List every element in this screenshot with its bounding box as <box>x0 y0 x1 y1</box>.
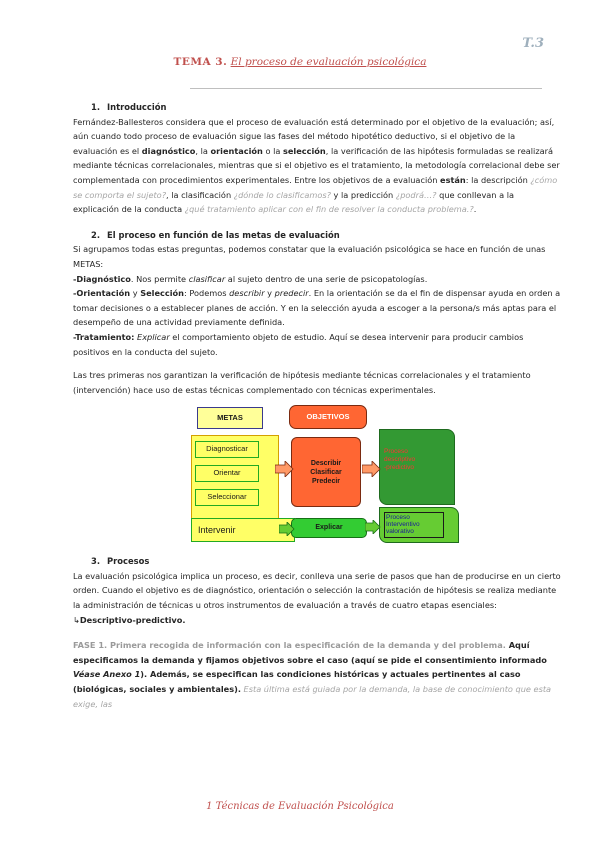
title-number: TEMA 3. <box>173 56 228 68</box>
italic-term: predecir <box>274 288 309 299</box>
section-3-number: 3. <box>91 556 101 567</box>
diagram-proceso-descriptivo <box>379 429 455 505</box>
arrow-right-icon <box>365 520 381 534</box>
goal-label: -Diagnóstico <box>73 273 131 284</box>
text-run: Fernández-Ballesteros considera que el proceso de evaluación está determinado por el objetivo de la evaluación; así, aún cuando todo proceso de evaluación sigue las fases del método hipotético deductivo, si el objetivo de la evaluación es el <box>73 116 555 156</box>
bold-term: Aquí especificamos la demanda y fijamos objetivos sobre el caso (aquí se pide el consentimiento informado <box>73 640 547 665</box>
section-2-title: El proceso en función de las metas de evaluación <box>107 229 340 240</box>
stage-descriptivo-predictivo <box>73 613 561 628</box>
bold-term: orientación <box>210 145 263 156</box>
text-run: . <box>473 204 477 215</box>
section-1-title: Introducción <box>107 102 167 112</box>
section-2-conclusion: Las tres primeras nos garantizan la verificación de hipótesis mediante técnicas correlacionales y el tratamiento (intervención) hace uso de estas técnicas complementado con técnicas experimentales. <box>73 370 531 395</box>
page-footer: 1 Técnicas de Evaluación Psicológica <box>206 801 394 812</box>
title-text: El proceso de evaluación psicológica <box>230 56 427 68</box>
page-title <box>0 56 600 68</box>
section-3-paragraph: La evaluación psicológica implica un proceso, es decir, conlleva una serie de pasos que han de producirse en un cierto orden. Cuando el objetivo es de diagnóstico, orientación o selección la contrastación de hipótesis se realiza mediante la administración de técnicas u otros instrumentos de evaluación a través de cuatro etapas esenciales: <box>73 570 561 611</box>
topic-tag: T.3 <box>522 36 544 51</box>
goal-label: -Tratamiento: <box>73 331 135 342</box>
goal-label: -Orientación <box>73 288 131 299</box>
fase-1-paragraph <box>73 638 561 711</box>
diagram-text: Proceso <box>386 514 410 522</box>
bold-term: ). Además, se especifican las condiciones históricas y actuales pertinentes al caso (biológicas, sociales y ambientales). <box>73 669 521 695</box>
section-3-title: Procesos <box>107 556 150 567</box>
goal-tratamiento <box>73 330 561 359</box>
document-body <box>73 100 561 711</box>
diagram-describir-clasificar-predecir <box>291 437 361 507</box>
diagram-clasificar: Clasificar <box>310 468 342 476</box>
italic-term: Explicar <box>137 331 170 342</box>
text-run: Esta última está guiada por la demanda, la base de conocimiento que esta exige, las <box>73 684 552 709</box>
section-3-heading <box>91 554 561 569</box>
title-divider <box>190 88 542 89</box>
diagram-explicar: Explicar <box>291 518 367 538</box>
italic-term: clasificar <box>188 273 226 284</box>
bold-term: están <box>440 174 466 185</box>
question-text: ¿cómo se comporta el sujeto? <box>73 174 558 200</box>
goals-diagram <box>179 403 470 543</box>
diagram-text: Interventivo <box>386 521 420 529</box>
diagram-intervenir: Intervenir <box>191 518 295 542</box>
diagram-seleccionar: Seleccionar <box>195 489 259 506</box>
section-1-number: 1. <box>91 102 101 112</box>
section-2-number: 2. <box>91 229 101 240</box>
question-text: ¿dónde lo clasificamos? <box>233 189 331 200</box>
diagram-text: -predictivo <box>384 464 414 472</box>
diagram-metas-box: METAS <box>197 407 263 429</box>
arrow-right-icon <box>275 461 295 477</box>
text-run: , la <box>195 145 211 156</box>
text-run: , la clasificación <box>166 189 234 200</box>
goal-label: Selección <box>140 288 184 299</box>
diagram-proceso-interventivo <box>379 507 459 543</box>
text-run: y <box>264 288 275 299</box>
diagram-predecir: Predecir <box>311 477 341 485</box>
text-run: . Nos permite <box>130 273 189 284</box>
diagram-text: valorativo <box>386 528 414 536</box>
text-run: , la verificación de las hipótesis formuladas se realizará mediante técnicas correlacionales, mientras que si el objetivo es el tratamiento, la metodología correlacional debe ser complementada con procedimientos experimentales. Entre los objetivos de a evaluación <box>73 145 560 185</box>
bold-term: Descriptivo-predictivo. <box>79 614 186 625</box>
diagram-objetivos-box: OBJETIVOS <box>289 405 367 429</box>
text-run: o la <box>262 145 283 156</box>
question-text: ¿qué tratamiento aplicar con el fin de resolver la conducta problema.? <box>184 204 474 215</box>
text-run: el comportamiento objeto de estudio. Aquí se desea intervenir para producir cambios positivos en la conducta del sujeto. <box>73 331 524 357</box>
section-2-heading <box>91 228 561 243</box>
diagram-describir: Describir <box>310 459 342 467</box>
diagram-orientar: Orientar <box>195 465 259 482</box>
goal-orientacion-seleccion <box>73 286 561 330</box>
text-run: : la descripción <box>465 174 531 185</box>
annex-reference: Véase Anexo 1 <box>73 669 141 680</box>
italic-term: describir <box>229 288 265 299</box>
text-run: y <box>130 288 141 299</box>
text-run: . En la orientación se da el fin de dispensar ayuda en orden a tomar decisiones o a establecer planes de acción. Y en la selección ayuda a escoger a la persona/s más aptas para el desempeño de una actividad previamente definida. <box>73 288 561 328</box>
bold-term: diagnóstico <box>141 145 196 156</box>
question-text: ¿podrá…? <box>395 189 437 200</box>
diagram-text: descriptivo <box>384 456 416 464</box>
text-run: que conllevan a la explicación de la conducta <box>73 189 515 215</box>
subitem-arrow-icon: ↳ <box>73 614 80 625</box>
section-1-paragraph <box>73 115 561 217</box>
goal-diagnostico <box>73 272 561 287</box>
diagram-diagnosticar: Diagnosticar <box>195 441 259 458</box>
text-run: y la predicción <box>330 189 396 200</box>
section-1-heading <box>91 100 561 115</box>
text-run: al sujeto dentro de una serie de psicopatologías. <box>225 273 428 284</box>
bold-term: selección <box>283 145 326 156</box>
text-run: : Podemos <box>183 288 230 299</box>
arrow-right-icon <box>362 461 382 477</box>
arrow-right-icon <box>279 522 295 536</box>
section-2-intro: Si agrupamos todas estas preguntas, podemos constatar que la evaluación psicológica se hace en función de unas METAS: <box>73 244 546 269</box>
fase-label: FASE 1. Primera recogida de información con la especificación de la demanda y del problema. <box>73 640 506 651</box>
diagram-text: Proceso <box>384 448 408 456</box>
